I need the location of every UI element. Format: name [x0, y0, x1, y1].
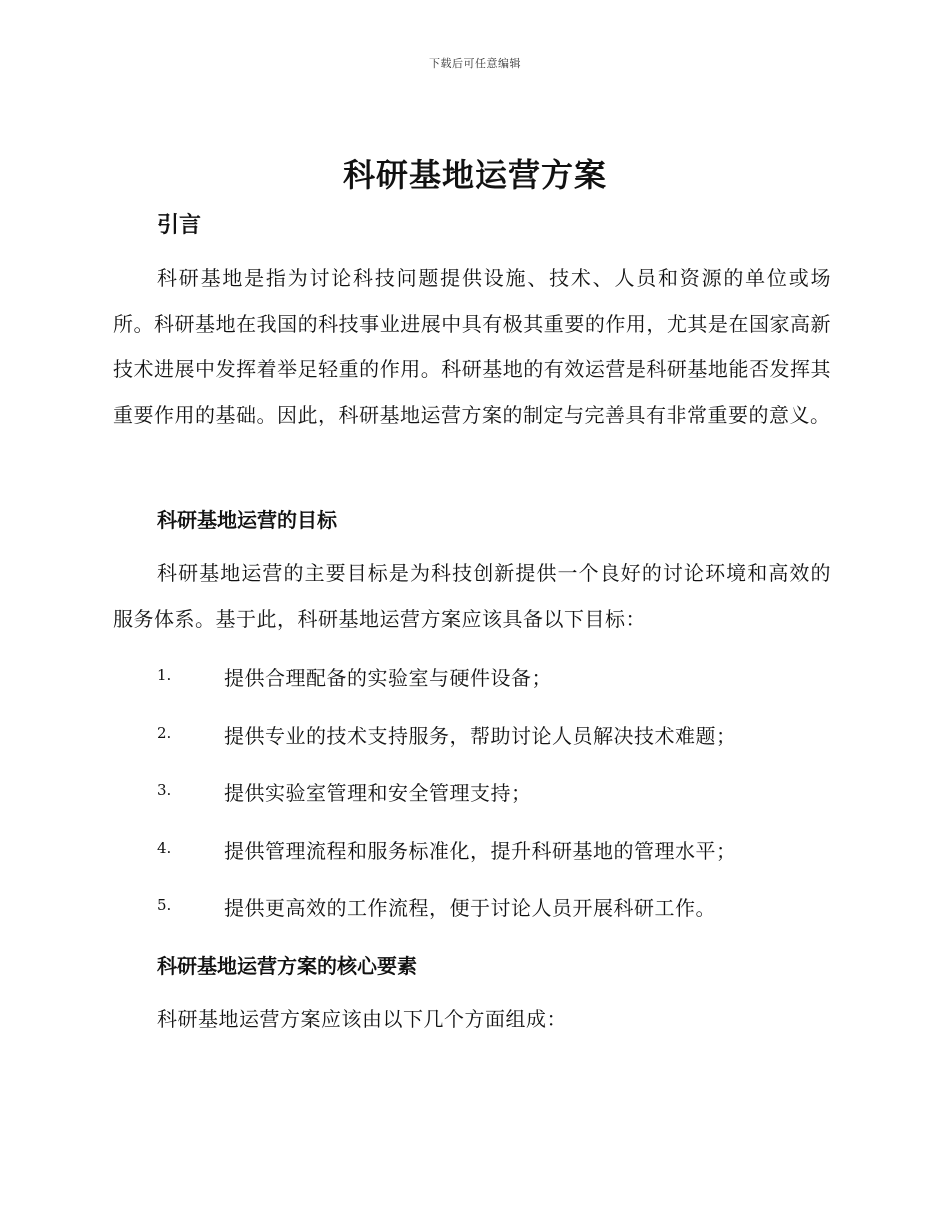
- list-item-text: 提供合理配备的实验室与硬件设备；: [224, 666, 552, 690]
- list-item-number: 4.: [157, 838, 172, 857]
- list-item-text: 提供实验室管理和安全管理支持；: [224, 781, 532, 805]
- list-item: [157, 887, 837, 945]
- list-item: [157, 772, 837, 830]
- list-item-number: 5.: [157, 896, 172, 914]
- goals-paragraph: 科研基地运营的主要目标是为科技创新提供一个良好的讨论环境和高效的服务体系。基于此，科研基地运营方案应该具备以下目标：: [113, 561, 831, 631]
- intro-heading: 引言: [157, 213, 202, 238]
- list-item-number: 1.: [157, 666, 172, 684]
- goals-list: [157, 657, 837, 945]
- list-item-text: 提供更高效的工作流程，便于讨论人员开展科研工作。: [224, 896, 716, 920]
- document-title: 科研基地运营方案: [342, 156, 607, 194]
- list-item: [157, 715, 837, 773]
- intro-paragraph: 科研基地是指为讨论科技问题提供设施、技术、人员和资源的单位或场所。科研基地在我国的科技事业进展中具有极其重要的作用，尤其是在国家高新技术进展中发挥着举足轻重的作用。科研基地的有效运营是科研基地能否发挥其重要作用的基础。因此，科研基地运营方案的制定与完善具有非常重要的意义。: [113, 266, 831, 427]
- list-item-text: 提供专业的技术支持服务，帮助讨论人员解决技术难题；: [224, 723, 737, 748]
- list-item-number: 2.: [157, 723, 172, 742]
- list-item-number: 3.: [157, 781, 172, 799]
- goals-heading: 科研基地运营的目标: [157, 508, 337, 532]
- core-heading: 科研基地运营方案的核心要素: [157, 954, 417, 978]
- list-item: [157, 830, 837, 888]
- list-item: [157, 657, 837, 715]
- header-note: 下载后可任意编辑: [429, 57, 521, 70]
- list-item-text: 提供管理流程和服务标准化，提升科研基地的管理水平；: [224, 838, 737, 863]
- core-paragraph: 科研基地运营方案应该由以下几个方面组成：: [157, 1007, 567, 1031]
